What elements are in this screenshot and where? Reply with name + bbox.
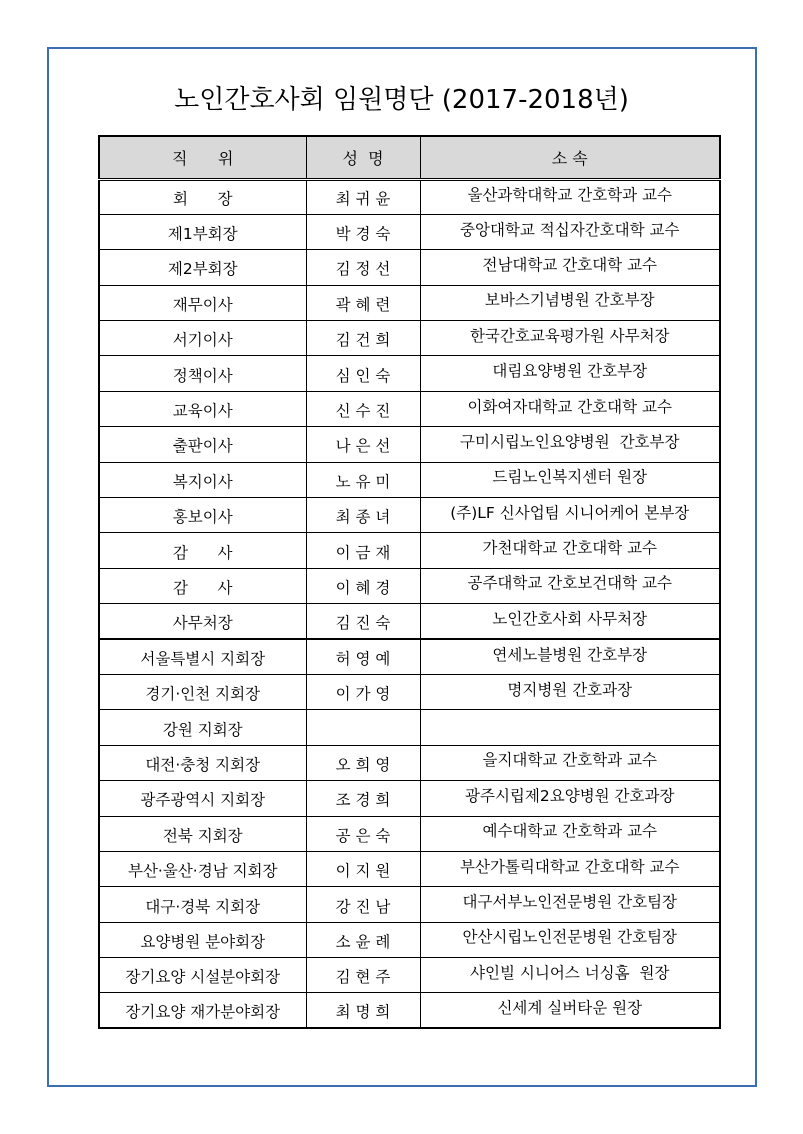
position-cell: 장기요양 재가분야회장 [99, 993, 306, 1028]
name-cell: 노 유 미 [306, 462, 420, 497]
table-body [99, 179, 720, 1028]
position-cell: 장기요양 시설분야회장 [99, 958, 306, 993]
table-row [99, 391, 720, 426]
name-cell: 신 수 진 [306, 391, 420, 426]
name-cell: 김 현 주 [306, 958, 420, 993]
table-row [99, 498, 720, 533]
position-cell: 출판이사 [99, 427, 306, 462]
name-cell: 최 종 녀 [306, 498, 420, 533]
affiliation-cell: 보바스기념병원 간호부장 [420, 285, 720, 320]
name-cell: 김 진 숙 [306, 604, 420, 639]
name-cell: 강 진 남 [306, 887, 420, 922]
affiliation-cell: 공주대학교 간호보건대학 교수 [420, 568, 720, 603]
table-row [99, 214, 720, 249]
affiliation-cell: 대구서부노인전문병원 간호팀장 [420, 887, 720, 922]
name-cell: 조 경 희 [306, 781, 420, 816]
position-cell: 제1부회장 [99, 214, 306, 249]
affiliation-cell: 가천대학교 간호대학 교수 [420, 533, 720, 568]
name-cell: 이 가 영 [306, 674, 420, 709]
name-cell: 이 혜 경 [306, 568, 420, 603]
position-cell: 제2부회장 [99, 250, 306, 285]
table-row [99, 816, 720, 851]
name-cell: 김 건 희 [306, 321, 420, 356]
affiliation-cell: 노인간호사회 사무처장 [420, 604, 720, 639]
name-cell: 김 정 선 [306, 250, 420, 285]
table-row [99, 745, 720, 780]
affiliation-cell: 샤인빌 시니어스 너싱홈 원장 [420, 958, 720, 993]
name-cell: 심 인 숙 [306, 356, 420, 391]
name-cell: 이 금 재 [306, 533, 420, 568]
header-name: 성 명 [306, 136, 420, 179]
affiliation-cell: 울산과학대학교 간호학과 교수 [420, 179, 720, 214]
table-row [99, 674, 720, 709]
table-row [99, 710, 720, 745]
position-cell: 사무처장 [99, 604, 306, 639]
position-cell: 서기이사 [99, 321, 306, 356]
position-cell: 복지이사 [99, 462, 306, 497]
affiliation-cell: 한국간호교육평가원 사무처장 [420, 321, 720, 356]
table-row [99, 568, 720, 603]
position-cell: 강원 지회장 [99, 710, 306, 745]
affiliation-cell: 구미시립노인요양병원 간호부장 [420, 427, 720, 462]
affiliation-cell: 부산가톨릭대학교 간호대학 교수 [420, 851, 720, 886]
name-cell: 공 은 숙 [306, 816, 420, 851]
table-row [99, 604, 720, 639]
affiliation-cell: 연세노블병원 간호부장 [420, 639, 720, 674]
position-cell: 광주광역시 지회장 [99, 781, 306, 816]
name-cell: 나 은 선 [306, 427, 420, 462]
position-cell: 회 장 [99, 179, 306, 214]
document-title: 노인간호사회 임원명단 (2017-2018년) [174, 85, 629, 115]
position-cell: 대전·충청 지회장 [99, 745, 306, 780]
affiliation-cell: 전남대학교 간호대학 교수 [420, 250, 720, 285]
table-row [99, 462, 720, 497]
affiliation-cell: 광주시립제2요양병원 간호과장 [420, 781, 720, 816]
position-cell: 전북 지회장 [99, 816, 306, 851]
affiliation-cell: 이화여자대학교 간호대학 교수 [420, 391, 720, 426]
position-cell: 교육이사 [99, 391, 306, 426]
table-row [99, 356, 720, 391]
position-cell: 요양병원 분야회장 [99, 922, 306, 957]
affiliation-cell: 대림요양병원 간호부장 [420, 356, 720, 391]
affiliation-cell: 드림노인복지센터 원장 [420, 462, 720, 497]
position-cell: 서울특별시 지회장 [99, 639, 306, 674]
table-row [99, 781, 720, 816]
position-cell: 감 사 [99, 533, 306, 568]
table-row [99, 851, 720, 886]
table-row [99, 922, 720, 957]
table-row [99, 179, 720, 214]
name-cell: 오 희 영 [306, 745, 420, 780]
position-cell: 정책이사 [99, 356, 306, 391]
affiliation-cell: (주)LF 신사업팀 시니어케어 본부장 [420, 498, 720, 533]
table-row [99, 427, 720, 462]
header-position: 직 위 [99, 136, 306, 179]
position-cell: 대구·경북 지회장 [99, 887, 306, 922]
name-cell: 박 경 숙 [306, 214, 420, 249]
affiliation-cell [420, 710, 720, 745]
affiliation-cell: 중앙대학교 적십자간호대학 교수 [420, 214, 720, 249]
table-row [99, 321, 720, 356]
name-cell: 곽 혜 련 [306, 285, 420, 320]
table-row [99, 958, 720, 993]
position-cell: 재무이사 [99, 285, 306, 320]
table-row [99, 285, 720, 320]
table-row [99, 533, 720, 568]
affiliation-cell: 을지대학교 간호학과 교수 [420, 745, 720, 780]
affiliation-cell: 예수대학교 간호학과 교수 [420, 816, 720, 851]
name-cell: 최 명 희 [306, 993, 420, 1028]
table-row [99, 639, 720, 674]
position-cell: 부산·울산·경남 지회장 [99, 851, 306, 886]
name-cell [306, 710, 420, 745]
position-cell: 감 사 [99, 568, 306, 603]
table-header [99, 136, 720, 179]
table-row [99, 250, 720, 285]
table-row [99, 887, 720, 922]
position-cell: 홍보이사 [99, 498, 306, 533]
name-cell: 허 영 예 [306, 639, 420, 674]
name-cell: 소 윤 례 [306, 922, 420, 957]
header-row [99, 136, 720, 179]
affiliation-cell: 안산시립노인전문병원 간호팀장 [420, 922, 720, 957]
table-row [99, 993, 720, 1028]
header-affiliation: 소 속 [420, 136, 720, 179]
position-cell: 경기·인천 지회장 [99, 674, 306, 709]
affiliation-cell: 명지병원 간호과장 [420, 674, 720, 709]
affiliation-cell: 신세계 실버타운 원장 [420, 993, 720, 1028]
officer-table [98, 135, 721, 1029]
name-cell: 이 지 원 [306, 851, 420, 886]
name-cell: 최 귀 윤 [306, 179, 420, 214]
